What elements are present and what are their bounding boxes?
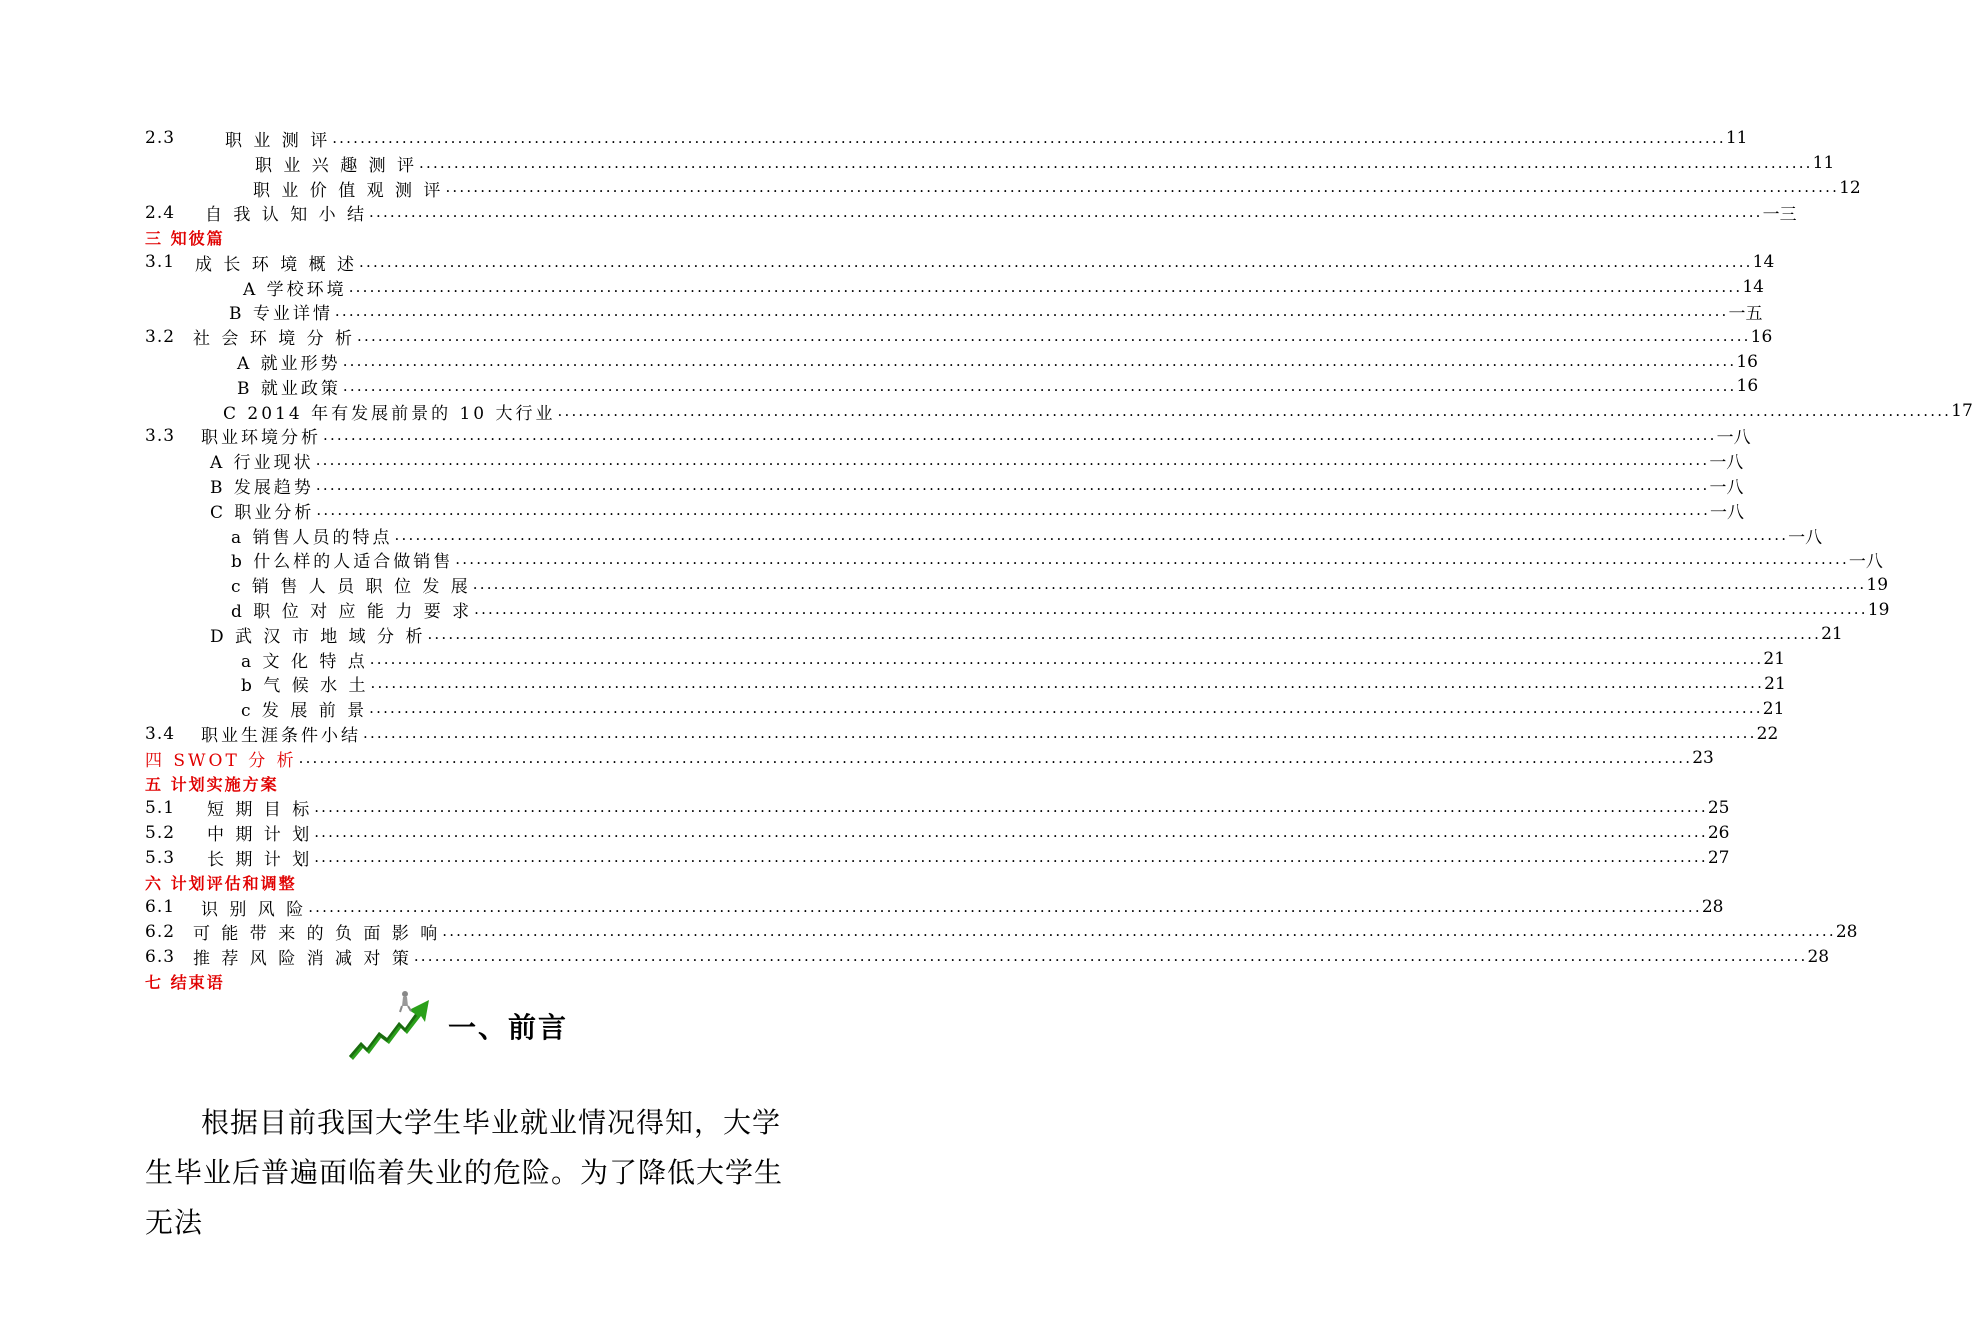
toc-dot-leader: ........................................................................................................................................................................................................ [369,699,1763,718]
toc-page-number: 一八 [1709,453,1744,474]
toc-entry-number: 3.1 [145,252,176,273]
toc-entry [145,300,1763,325]
toc-dot-leader: ........................................................................................................................................................................................................ [316,500,1711,519]
toc-section-heading [145,225,807,250]
toc-dot-leader: ........................................................................................................................................................................................................ [298,748,1693,767]
toc-entry [145,944,1830,970]
toc-dot-leader: ........................................................................................................................................................................................................ [419,153,1813,172]
toc-entry [145,597,1890,623]
toc-entry-title: B 发展趋势 [210,478,314,499]
toc-page-number: 11 [1812,153,1835,174]
toc-entry-title: 社 会 环 境 分 析 [193,329,356,350]
toc-dot-leader: ........................................................................................................................................................................................................ [369,649,1764,668]
toc-page-number: 19 [1866,574,1889,595]
toc-entry-number: 3.3 [145,425,176,446]
toc-page-number: 25 [1707,797,1730,818]
toc-dot-leader: ........................................................................................................................................................................................................ [369,203,1763,222]
toc-entry [145,672,1786,697]
toc-entry-number: 6.3 [145,946,176,967]
toc-entry [145,374,1759,399]
toc-entry-title: d 职 位 对 应 能 力 要 求 [231,602,473,623]
toc-entry-title: a 文 化 特 点 [241,651,368,672]
toc-page-number: 23 [1692,748,1714,769]
toc-page-number: 14 [1742,277,1764,298]
toc-entry [145,448,1744,474]
toc-dot-leader: ........................................................................................................................................................................................................ [413,947,1808,966]
toc-entry-title: 中 期 计 划 [207,825,313,846]
toc-dot-leader: ........................................................................................................................................................................................................ [427,624,1822,643]
toc-entry-title: 七 结束语 [145,972,225,992]
toc-page-number: 22 [1756,723,1779,744]
toc-dot-leader: ........................................................................................................................................................................................................ [315,475,1710,494]
toc-entry-title: 职 业 兴 趣 测 评 [255,155,418,176]
toc-entry-title: C 2014 年有发展前景的 10 大行业 [223,403,556,424]
toc-entry [145,572,1889,598]
toc-entry [145,176,1861,201]
toc-entry-title: 可 能 带 来 的 负 面 影 响 [193,924,441,945]
toc-page-number: 17 [1951,401,1973,422]
toc-entry [145,424,1751,449]
toc-dot-leader: ........................................................................................................................................................................................................ [472,575,1867,594]
toc-page-number: 一五 [1728,304,1763,325]
toc-entry-title: A 行业现状 [210,453,314,474]
toc-entry [145,647,1786,672]
toc-entry [145,548,1883,573]
toc-dot-leader: ........................................................................................................................................................................................................ [315,451,1710,470]
toc-page-number: 28 [1701,897,1724,918]
toc-section-heading [145,771,807,796]
toc-entry-number: 3.4 [145,723,176,744]
toc-page-number: 21 [1764,673,1786,694]
toc-page-number: 一八 [1710,502,1745,523]
toc-dot-leader: ........................................................................................................................................................................................................ [348,277,1743,296]
toc-page-number: 16 [1736,351,1758,372]
toc-entry [145,126,1748,151]
toc-entry [145,349,1758,375]
toc-section-heading [145,870,807,895]
toc-entry-title: D 武 汉 市 地 域 分 析 [210,626,426,647]
toc-entry-title: 推 荐 风 险 消 减 对 策 [193,949,412,970]
body-paragraph: 根据目前我国大学生毕业就业情况得知，大学生毕业后普遍面临着失业的危险。为了降低大学生无法 [145,1106,784,1239]
toc-entry [145,820,1730,846]
toc-dot-leader: ........................................................................................................................................................................................................ [442,922,1836,941]
toc-page-number: 26 [1707,822,1730,843]
toc-entry [145,622,1843,647]
toc-entry [145,200,1797,226]
toc-page-number: 27 [1707,847,1730,868]
toc-dot-leader: ........................................................................................................................................................................................................ [557,401,1952,420]
toc-entry-title: a 销售人员的特点 [231,527,393,548]
toc-dot-leader: ........................................................................................................................................................................................................ [314,798,1708,817]
body-text [145,1098,807,1248]
toc-dot-leader: ........................................................................................................................................................................................................ [314,823,1708,842]
toc-entry-title: b 气 候 水 土 [241,676,369,697]
toc-entry-title: 自 我 认 知 小 结 [205,205,368,226]
toc-page-number: 一八 [1848,552,1883,573]
toc-page-number: 一八 [1709,478,1744,499]
toc-entry-title: 长 期 计 划 [207,850,313,871]
toc-entry-number: 5.1 [145,797,176,818]
toc-page-number: 14 [1752,252,1775,273]
toc-page-number: 21 [1763,649,1786,670]
toc-entry [145,845,1730,871]
toc-entry-number: 6.1 [145,897,176,918]
toc-entry [145,920,1858,945]
toc-page-number: 一八 [1716,428,1751,449]
toc-dot-leader: ........................................................................................................................................................................................................ [323,426,1717,445]
toc-entry [145,250,1775,275]
toc-entry-title: C 职业分析 [210,502,315,523]
toc-page-number: 12 [1839,177,1861,198]
toc-dot-leader: ........................................................................................................................................................................................................ [394,525,1789,544]
table-of-contents [145,126,1973,994]
toc-entry-number: 5.2 [145,822,176,843]
toc-entry-title: 四 SWOT 分 析 [145,750,297,771]
toc-entry-title: A 学校环境 [243,279,347,300]
toc-entry-number: 2.3 [145,128,176,149]
toc-entry-title: 识 别 风 险 [201,899,307,920]
toc-entry-title: 职 业 价 值 观 测 评 [253,180,444,201]
toc-entry-title: A 就业形势 [237,354,341,375]
toc-dot-leader: ........................................................................................................................................................................................................ [474,599,1868,618]
section-heading [345,982,645,1062]
toc-entry-number: 5.3 [145,847,176,868]
toc-page-number: 一八 [1788,527,1823,548]
toc-entry [145,399,1973,424]
toc-entry-title: 职业环境分析 [201,428,321,449]
toc-entry [145,473,1744,499]
heading-title: 一、前言 [448,1011,569,1044]
toc-entry-title: B 就业政策 [237,378,341,399]
toc-page-number: 16 [1750,326,1773,347]
toc-dot-leader: ........................................................................................................................................................................................................ [370,674,1765,693]
toc-page-number: 一三 [1762,205,1797,226]
toc-page-number: 28 [1835,921,1858,942]
toc-dot-leader: ........................................................................................................................................................................................................ [314,847,1708,866]
toc-entry [145,895,1724,920]
toc-dot-leader: ........................................................................................................................................................................................................ [445,178,1840,197]
toc-entry-title: b 什么样的人适合做销售 [231,552,454,573]
toc-dot-leader: ........................................................................................................................................................................................................ [357,327,1751,346]
toc-entry [145,498,1745,523]
toc-entry [145,796,1730,821]
toc-entry [145,523,1823,548]
toc-dot-leader: ........................................................................................................................................................................................................ [359,252,1753,271]
toc-entry-title: 六 计划评估和调整 [145,873,297,893]
toc-dot-leader: ........................................................................................................................................................................................................ [332,128,1726,147]
toc-entry-title: 三 知彼篇 [145,229,225,249]
toc-entry-number: 2.4 [145,202,176,223]
toc-entry-number: 3.2 [145,326,176,347]
toc-page-number: 19 [1867,599,1890,620]
toc-entry [145,696,1785,722]
toc-dot-leader: ........................................................................................................................................................................................................ [342,351,1737,370]
growth-arrow-icon [345,982,445,1062]
toc-entry [145,324,1773,350]
toc-entry-title: 成 长 环 境 概 述 [195,254,358,275]
toc-dot-leader: ........................................................................................................................................................................................................ [308,897,1702,916]
toc-entry-title: B 专业详情 [229,304,333,325]
toc-entry-title: c 发 展 前 景 [241,701,368,722]
toc-dot-leader: ........................................................................................................................................................................................................ [455,550,1849,569]
toc-dot-leader: ........................................................................................................................................................................................................ [363,723,1757,742]
toc-dot-leader: ........................................................................................................................................................................................................ [334,302,1729,321]
toc-entry [145,746,1714,771]
toc-entry [145,721,1779,747]
toc-entry [145,151,1835,176]
toc-entry-number: 6.2 [145,921,176,942]
toc-entry-title: 短 期 目 标 [207,800,313,821]
toc-entry-title: 职 业 测 评 [225,130,331,151]
toc-page-number: 11 [1725,128,1748,149]
toc-entry-title: c 销 售 人 员 职 位 发 展 [231,577,471,598]
toc-entry [145,275,1764,300]
toc-dot-leader: ........................................................................................................................................................................................................ [342,376,1737,395]
toc-page-number: 28 [1807,946,1830,967]
toc-page-number: 21 [1821,624,1843,645]
toc-page-number: 21 [1762,698,1785,719]
toc-page-number: 16 [1736,376,1759,397]
toc-entry-title: 五 计划实施方案 [145,774,279,794]
toc-entry-title: 职业生涯条件小结 [201,726,361,747]
